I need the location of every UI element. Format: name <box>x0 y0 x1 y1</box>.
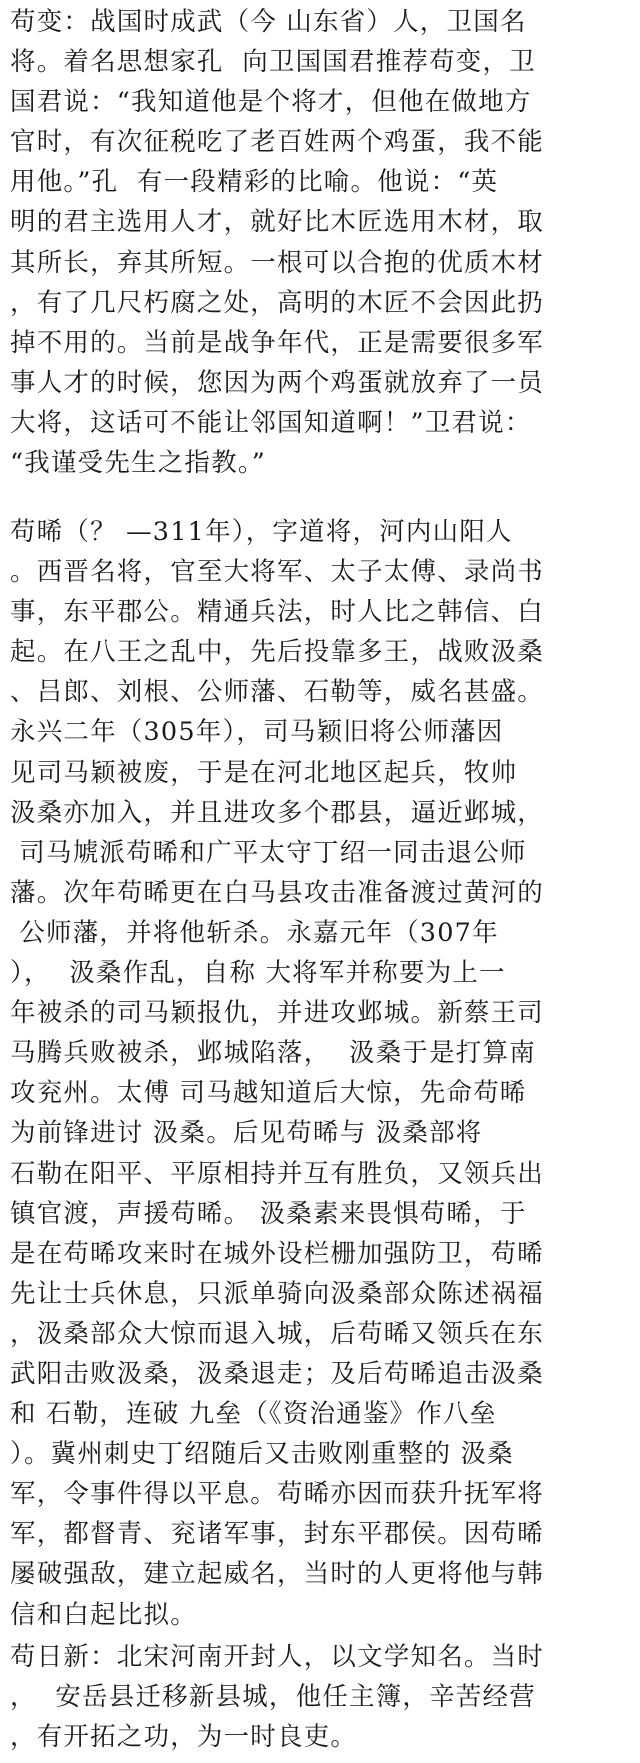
text-line: 和 石勒，连破 九垒（《资治通鉴》作八垒 <box>10 1399 497 1430</box>
text-line: 事人才的时候，您因为两个鸡蛋就放弃了一员 <box>10 367 545 398</box>
paragraph-gou-xi <box>10 512 634 1635</box>
text-line: ）， 汲桑作乱，自称 大将军并称要为上一 <box>10 958 506 989</box>
text-line: 。西晋名将，官至大将军、太子太傅、录尚书 <box>10 557 545 588</box>
text-line: 石勒在阳平、平原相持并互有胜负，又领兵出 <box>10 1158 545 1189</box>
text-line: 司马虓派苟晞和广平太守丁绍一同击退公师 <box>10 837 527 868</box>
text-line: 掉不用的。当前是战争年代，正是需要很多军 <box>10 327 545 358</box>
text-line: 先让士兵休息，只派单骑向汲桑部众陈述祸福 <box>10 1278 545 1309</box>
text-line: 苟变：战国时成武（今 山东省）人，卫国名 <box>10 7 527 37</box>
text-line: 其所长，弃其所短。一根可以合抱的优质木材 <box>10 247 545 278</box>
text-line: 永兴二年（305年），司马颖旧将公师藩因 <box>10 717 504 748</box>
text-line: 苟晞（？ —311年），字道将，河内山阳人 <box>10 517 513 547</box>
text-line: 是在苟晞攻来时在城外设栏栅加强防卫，苟晞 <box>10 1238 545 1269</box>
text-line: 为前锋进讨 汲桑。后见苟晞与 汲桑部将 <box>10 1118 483 1149</box>
text-line: 事，东平郡公。精通兵法，时人比之韩信、白 <box>10 597 545 628</box>
text-line: 攻兖州。太傅 司马越知道后大惊，先命苟晞 <box>10 1078 527 1109</box>
text-line: 军，都督青、兖诸军事，封东平郡侯。因苟晞 <box>10 1519 545 1550</box>
text-line: ，有了几尺朽腐之处，高明的木匠不会因此扔 <box>10 287 545 318</box>
text-line: ，有开拓之功，为一时良吏。 <box>10 1722 358 1753</box>
paragraph-gou-rixin <box>10 1637 634 1757</box>
paragraph-gou-bian <box>10 2 634 483</box>
text-line: 官时，有次征税吃了老百姓两个鸡蛋，我不能 <box>10 127 545 158</box>
text-line: 汲桑亦加入，并且进攻多个郡县，逼近邺城， <box>10 797 545 828</box>
text-line: ，汲桑部众大惊而退入城，后苟晞又领兵在东 <box>10 1318 545 1349</box>
text-line: 镇官渡，声援苟晞。 汲桑素来畏惧苟晞，于 <box>10 1198 527 1229</box>
text-line: 明的君主选用人才，就好比木匠选用木材，取 <box>10 207 545 238</box>
text-line: 将。着名思想家孔 向卫国国君推荐苟变，卫 <box>10 47 536 78</box>
text-line: 、吕郎、刘根、公师藩、石勒等，威名甚盛。 <box>10 677 545 708</box>
text-line: 用他。”孔 有一段精彩的比喻。他说：“英 <box>10 167 499 198</box>
text-line: 武阳击败汲桑，汲桑退走；及后苟晞追击汲桑 <box>10 1358 545 1389</box>
text-line: “我谨受先生之指教。” <box>10 448 267 479</box>
text-line: 年被杀的司马颖报仇，并进攻邺城。新蔡王司 <box>10 998 545 1029</box>
text-line: 马腾兵败被杀，邺城陷落， 汲桑于是打算南 <box>10 1038 536 1069</box>
text-line: 公师藩，并将他斩杀。永嘉元年（307年 <box>10 917 499 948</box>
text-line: 见司马颖被废，于是在河北地区起兵，牧帅 <box>10 757 518 788</box>
text-line: ， 安岳县迁移新县城，他任主簿，辛苦经营 <box>10 1682 536 1713</box>
text-line: ）。冀州刺史丁绍随后又击败刚重整的 汲桑 <box>10 1439 514 1470</box>
text-line: 大将，这话可不能让邻国知道啊！”卫君说： <box>10 407 532 438</box>
text-line: 军，令事件得以平息。苟晞亦因而获升抚军将 <box>10 1479 545 1510</box>
text-line: 屡破强敌，建立起威名，当时的人更将他与韩 <box>10 1559 545 1590</box>
text-line: 藩。次年苟晞更在白马县攻击准备渡过黄河的 <box>10 877 545 908</box>
text-line: 苟日新：北宋河南开封人，以文学知名。当时 <box>10 1642 545 1672</box>
text-line: 信和白起比拟。 <box>10 1599 197 1630</box>
text-line: 国君说：“我知道他是个将才，但他在做地方 <box>10 87 532 118</box>
text-line: 起。在八王之乱中，先后投靠多王，战败汲桑 <box>10 637 545 668</box>
